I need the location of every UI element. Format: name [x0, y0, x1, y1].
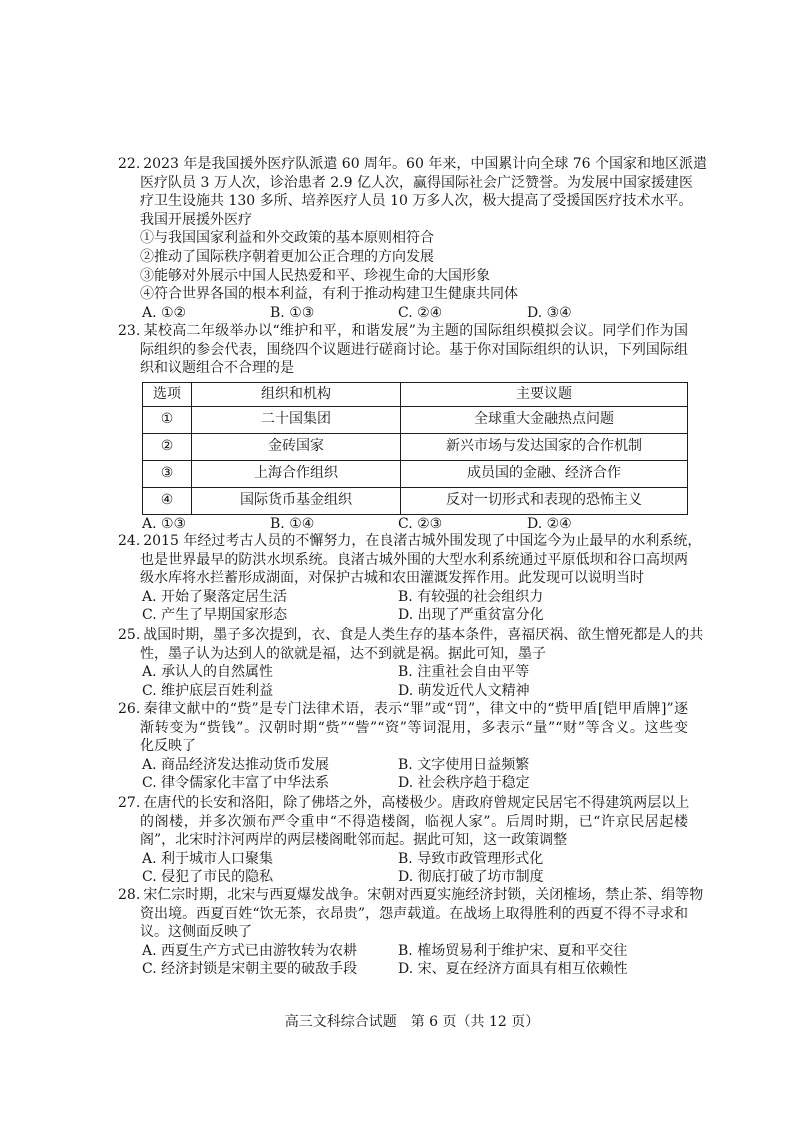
- question-27: [0, 794, 800, 887]
- answer-choices-row: [142, 606, 688, 625]
- choice-d: D. ②④: [527, 515, 572, 532]
- answer-choices: [142, 304, 688, 323]
- table-cell-option: ①: [143, 406, 192, 433]
- choice-b: B. ①③: [270, 304, 315, 321]
- header-option: 选项: [143, 382, 192, 406]
- stem-text: 秦律文献中的“赀”是专门法律术语，表示“罪”或“罚”，律文中的“赀甲盾[铠甲盾牌]”逐: [143, 701, 688, 717]
- stem-line: 性，墨子认为达到人的欲就是福，达不到就是祸。据此可知，墨子: [140, 645, 546, 662]
- stem-line: 资出境。西夏百姓“饮无茶，衣昂贵”，怨声载道。在战场上取得胜利的西夏不得不寻求和: [140, 905, 688, 922]
- stem-line: [118, 532, 702, 551]
- header-topic: 主要议题: [401, 382, 688, 406]
- statement: ②推动了国际秩序朝着更加公正合理的方向发展: [140, 248, 434, 265]
- choice-c: C. 产生了早期国家形态: [142, 607, 288, 624]
- question-23: [0, 322, 800, 533]
- table-cell-option: ④: [143, 487, 192, 514]
- stem-line: 渐转变为“赀钱”。汉朝时期“赀”“訾”“资”等词混用，多表示“量”“财”等含义。这些变: [140, 719, 688, 736]
- statement: ④符合世界各国的根本利益，有利于推动构建卫生健康共同体: [140, 286, 518, 303]
- answer-choices-row: [142, 588, 688, 607]
- page-footer: 高三文科综合试题 第 6 页（共 12 页）: [284, 1014, 540, 1030]
- table-row: [143, 487, 688, 514]
- header-organization: 组织和机构: [192, 382, 401, 406]
- choice-c: C. ②③: [398, 515, 443, 532]
- stem-line: 的阁楼，并多次颁布严令重申“不得造楼阁，临视人家”。后周时期，已“许京民居起楼: [140, 813, 688, 830]
- stem-line: 议。这侧面反映了: [140, 924, 252, 941]
- choice-b: B. 榷场贸易利于维护宋、夏和平交往: [398, 942, 628, 959]
- choice-d: D. 社会秩序趋于稳定: [398, 775, 530, 792]
- answer-choices-row: [142, 663, 688, 682]
- table-cell-organization: 金砖国家: [192, 433, 401, 460]
- table-cell-topic: 全球重大金融热点问题: [401, 406, 688, 433]
- choice-c: C. 维护底层百姓利益: [142, 682, 274, 699]
- choice-a: A. 承认人的自然属性: [142, 664, 274, 681]
- choice-d: D. 宋、夏在经济方面具有相互依赖性: [398, 961, 628, 978]
- choice-b: B. 导致市政管理形式化: [398, 850, 544, 867]
- choice-d: D. 萌发近代人文精神: [398, 682, 530, 699]
- stem-line: [118, 626, 704, 645]
- stem-line: 我国开展援外医疗: [140, 211, 252, 228]
- stem-line: 际组织的参会代表，围绕四个议题进行磋商讨论。基于你对国际组织的认识，下列国际组: [140, 341, 688, 358]
- stem-line: [118, 700, 688, 719]
- question-number: 24.: [118, 533, 141, 549]
- question-22: [0, 155, 800, 322]
- question-24: [0, 532, 800, 625]
- table-header-row: [143, 382, 688, 406]
- answer-choices-row: [142, 868, 688, 887]
- choice-c: C. 律令儒家化丰富了中华法系: [142, 775, 330, 792]
- organization-table: [142, 382, 688, 515]
- choice-b: B. 注重社会自由平等: [398, 664, 530, 681]
- choice-a: A. ①③: [142, 515, 187, 532]
- stem-line: 化反映了: [140, 738, 196, 755]
- stem-line: [118, 322, 688, 341]
- stem-text: 宋仁宗时期，北宋与西夏爆发战争。宋朝对西夏实施经济封锁，关闭榷场，禁止茶、绢等物: [143, 887, 704, 903]
- choice-c: C. 经济封锁是宋朝主要的破敌手段: [142, 961, 358, 978]
- choice-c: C. 侵犯了市民的隐私: [142, 869, 274, 886]
- answer-choices-row: [142, 756, 688, 775]
- stem-text: 2015 年经过考古人员的不懈努力，在良渚古城外围发现了中国迄今为止最早的水利系统，: [143, 533, 702, 549]
- choice-b: B. 有较强的社会组织力: [398, 588, 544, 605]
- choice-a: A. 商品经济发达推动货币发展: [142, 756, 330, 773]
- choice-a: A. 西夏生产方式已由游牧转为农耕: [142, 942, 358, 959]
- answer-choices-row: [142, 682, 688, 701]
- stem-line: [118, 794, 688, 813]
- table-cell-organization: 上海合作组织: [192, 460, 401, 487]
- stem-text: 某校高二年级举办以“维护和平，和谐发展”为主题的国际组织模拟会议。同学们作为国: [143, 323, 688, 339]
- answer-choices-row: [142, 850, 688, 869]
- choice-c: C. ②④: [398, 304, 443, 321]
- answer-choices: [142, 515, 688, 534]
- stem-line: 医疗队员 3 万人次，诊治患者 2.9 亿人次，赢得国际社会广泛赞誉。为发展中国家援建医: [140, 174, 693, 191]
- question-number: 28.: [118, 887, 141, 903]
- choice-d: D. 彻底打破了坊市制度: [398, 869, 544, 886]
- statement: ①与我国国家利益和外交政策的基本原则相符合: [140, 230, 434, 247]
- table-row: [143, 433, 688, 460]
- choice-a: A. 开始了聚落定居生活: [142, 588, 288, 605]
- stem-line: 级水库将水拦蓄形成湖面，对保护古城和农田灌溉发挥作用。此发现可以说明当时: [140, 570, 644, 587]
- stem-line: 疗卫生设施共 130 多所、培养医疗人员 10 万多人次，极大提高了受援国医疗技术水平。: [140, 193, 693, 210]
- table-cell-organization: 二十国集团: [192, 406, 401, 433]
- table-cell-organization: 国际货币基金组织: [192, 487, 401, 514]
- choice-b: B. 文字使用日益频繁: [398, 756, 530, 773]
- table-cell-topic: 成员国的金融、经济合作: [401, 460, 688, 487]
- table-row: [143, 406, 688, 433]
- question-number: 25.: [118, 627, 141, 643]
- stem-line: [118, 155, 708, 174]
- choice-a: A. ①②: [142, 304, 187, 321]
- table-cell-option: ②: [143, 433, 192, 460]
- choice-a: A. 利于城市人口聚集: [142, 850, 274, 867]
- table-cell-topic: 新兴市场与发达国家的合作机制: [401, 433, 688, 460]
- choice-d: D. ③④: [527, 304, 572, 321]
- answer-choices-row: [142, 960, 688, 979]
- question-number: 27.: [118, 795, 141, 811]
- stem-text: 在唐代的长安和洛阳，除了佛塔之外，高楼极少。唐政府曾规定民居宅不得建筑两层以上: [143, 795, 690, 811]
- question-25: [0, 626, 800, 700]
- question-28: [0, 886, 800, 979]
- question-number: 22.: [118, 156, 141, 172]
- answer-choices-row: [142, 942, 688, 961]
- table-cell-topic: 反对一切形式和表现的恐怖主义: [401, 487, 688, 514]
- stem-line: 也是世界最早的防洪水坝系统。良渚古城外围的大型水利系统通过平原低坝和谷口高坝两: [140, 551, 688, 568]
- stem-line: [118, 886, 704, 905]
- choice-b: B. ①④: [270, 515, 315, 532]
- question-number: 26.: [118, 701, 141, 717]
- question-26: [0, 700, 800, 793]
- answer-choices-row: [142, 774, 688, 793]
- statement: ③能够对外展示中国人民热爱和平、珍视生命的大国形象: [140, 267, 490, 284]
- stem-text: 战国时期，墨子多次提到，衣、食是人类生存的基本条件，喜福厌祸、欲生憎死都是人的共: [143, 627, 704, 643]
- stem-line: 阁”，北宋时汴河两岸的两层楼阁毗邻而起。据此可知，这一政策调整: [140, 832, 568, 849]
- choice-d: D. 出现了严重贫富分化: [398, 607, 544, 624]
- table-cell-option: ③: [143, 460, 192, 487]
- stem-line: 织和议题组合不合理的是: [140, 360, 294, 377]
- table-row: [143, 460, 688, 487]
- question-number: 23.: [118, 323, 141, 339]
- stem-text: 2023 年是我国援外医疗队派遣 60 周年。60 年来，中国累计向全球 76 个国家和地区派遣: [143, 156, 708, 172]
